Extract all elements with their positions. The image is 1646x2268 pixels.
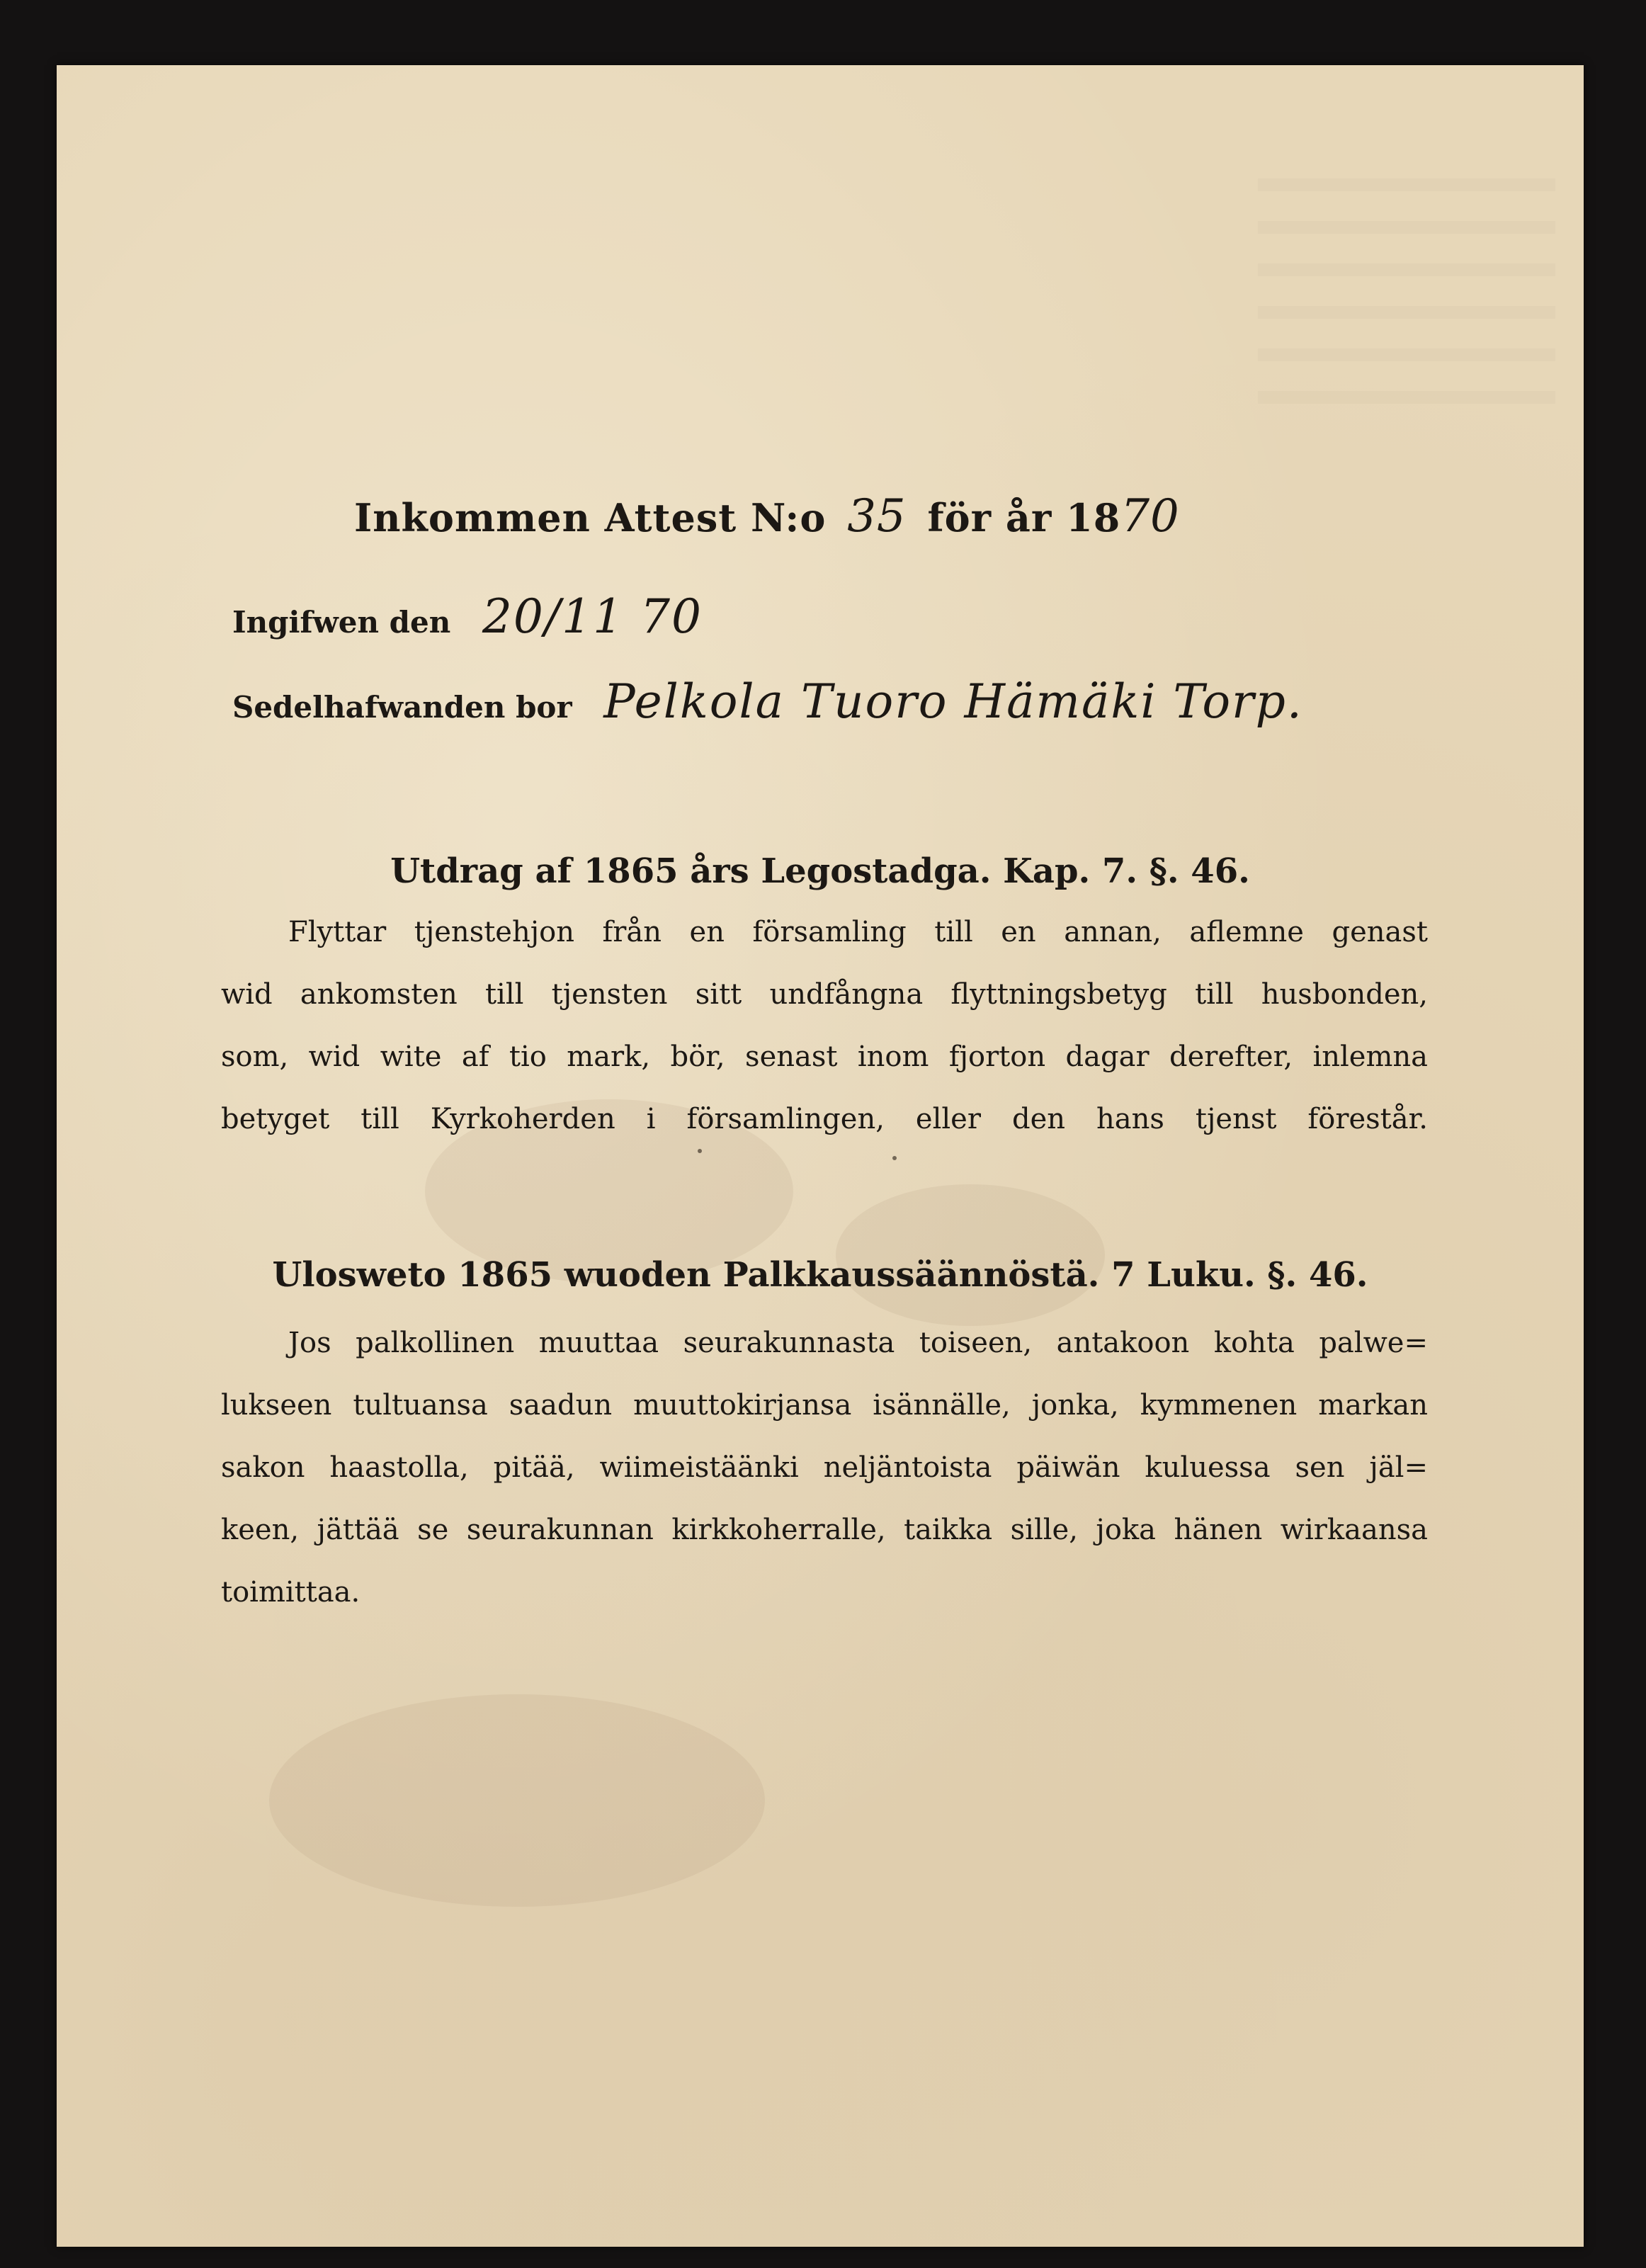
submitted-date-row bbox=[232, 589, 703, 644]
paper-stain bbox=[269, 1694, 765, 1907]
swedish-section-paragraph bbox=[221, 901, 1428, 1150]
resident-handwritten: Pelkola Tuoro Hämäki Torp. bbox=[603, 674, 1303, 729]
paper-mark bbox=[892, 1156, 897, 1160]
attest-title bbox=[354, 490, 1187, 543]
submitted-date-handwritten: 20/11 70 bbox=[482, 589, 703, 644]
attest-title-label: Inkommen Attest N:o bbox=[354, 495, 827, 540]
finnish-line: lukseen tultuansa saadun muuttokirjansa isännälle, jonka, kymmenen markan bbox=[221, 1389, 1428, 1422]
finnish-section-heading: Ulosweto 1865 wuoden Palkkaussäännöstä. 7 Luku. §. 46. bbox=[272, 1255, 1368, 1295]
document-page bbox=[57, 65, 1584, 2247]
swedish-line: wid ankomsten till tjensten sitt undfångna flyttningsbetyg till husbonden, bbox=[221, 978, 1428, 1011]
paper-mark bbox=[698, 1149, 702, 1153]
attest-number-handwritten: 35 bbox=[847, 490, 907, 543]
finnish-line: sakon haastolla, pitää, wiimeistäänki neljäntoista päiwän kuluessa sen jäl= bbox=[221, 1451, 1428, 1484]
attest-year-handwritten: 70 bbox=[1120, 490, 1180, 543]
submitted-date-label: Ingifwen den bbox=[232, 605, 451, 640]
finnish-line: Jos palkollinen muuttaa seurakunnasta toiseen, antakoon kohta palwe= bbox=[288, 1327, 1428, 1359]
bleed-through-text bbox=[1258, 178, 1555, 405]
finnish-line: toimittaa. bbox=[221, 1576, 361, 1609]
finnish-line: keen, jättää se seurakunnan kirkkoherralle, taikka sille, joka hänen wirkaansa bbox=[221, 1514, 1428, 1546]
resident-row bbox=[232, 674, 1303, 729]
swedish-line: betyget till Kyrkoherden i församlingen, eller den hans tjenst förestår. bbox=[221, 1103, 1428, 1135]
swedish-line: Flyttar tjenstehjon från en församling till en annan, aflemne genast bbox=[288, 916, 1428, 948]
swedish-section-heading: Utdrag af 1865 års Legostadga. Kap. 7. §. 46. bbox=[390, 851, 1250, 891]
finnish-section-paragraph bbox=[221, 1312, 1428, 1623]
attest-year-label: för år 18 bbox=[927, 495, 1121, 540]
swedish-line: som, wid wite af tio mark, bör, senast inom fjorton dagar derefter, inlemna bbox=[221, 1041, 1428, 1073]
resident-label: Sedelhafwanden bor bbox=[232, 690, 572, 725]
